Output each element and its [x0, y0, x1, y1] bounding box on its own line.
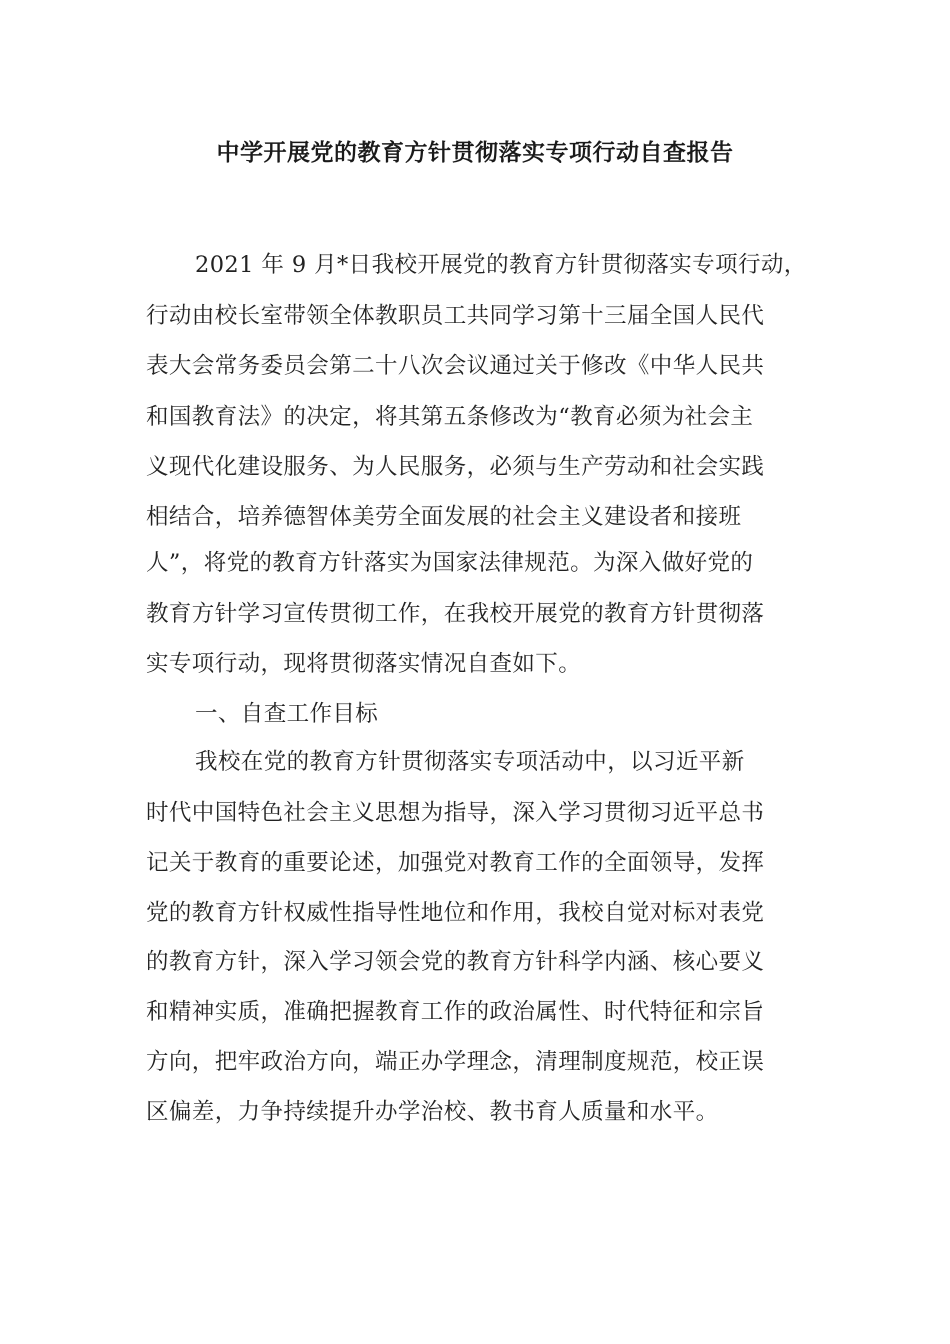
paragraph-line: 党的教育方针权威性指导性地位和作用，我校自觉对标对表党	[146, 900, 765, 926]
paragraph-line: 实专项行动，现将贯彻落实情况自查如下。	[146, 651, 582, 677]
paragraph-line: 2021 年 9 月*日我校开展党的教育方针贯彻落实专项行动，	[195, 252, 807, 278]
document-title: 中学开展党的教育方针贯彻落实专项行动自查报告	[216, 140, 734, 166]
paragraph-line: 方向，把牢政治方向，端正办学理念，清理制度规范，校正误	[146, 1049, 765, 1075]
paragraph-line: 相结合，培养德智体美劳全面发展的社会主义建设者和接班	[146, 504, 742, 530]
paragraph-line: 记关于教育的重要论述，加强党对教育工作的全面领导，发挥	[146, 850, 765, 876]
paragraph-line: 时代中国特色社会主义思想为指导，深入学习贯彻习近平总书	[146, 800, 765, 826]
paragraph-line: 人”，将党的教育方针落实为国家法律规范。为深入做好党的	[146, 550, 754, 576]
paragraph-line: 和精神实质，准确把握教育工作的政治属性、时代特征和宗旨	[146, 999, 765, 1025]
paragraph-line: 的教育方针，深入学习领会党的教育方针科学内涵、核心要义	[146, 949, 765, 975]
paragraph-line: 义现代化建设服务、为人民服务，必须与生产劳动和社会实践	[146, 454, 765, 480]
paragraph-line: 教育方针学习宣传贯彻工作，在我校开展党的教育方针贯彻落	[146, 601, 765, 627]
paragraph-line: 行动由校长室带领全体教职员工共同学习第十三届全国人民代	[146, 303, 765, 329]
section-heading: 一、自查工作目标	[195, 701, 379, 727]
paragraph-line: 我校在党的教育方针贯彻落实专项活动中，以习近平新	[195, 749, 745, 775]
paragraph-line: 和国教育法》的决定，将其第五条修改为“教育必须为社会主	[146, 404, 754, 430]
paragraph-line: 表大会常务委员会第二十八次会议通过关于修改《中华人民共	[146, 353, 765, 379]
paragraph-line: 区偏差，力争持续提升办学治校、教书育人质量和水平。	[146, 1099, 719, 1125]
